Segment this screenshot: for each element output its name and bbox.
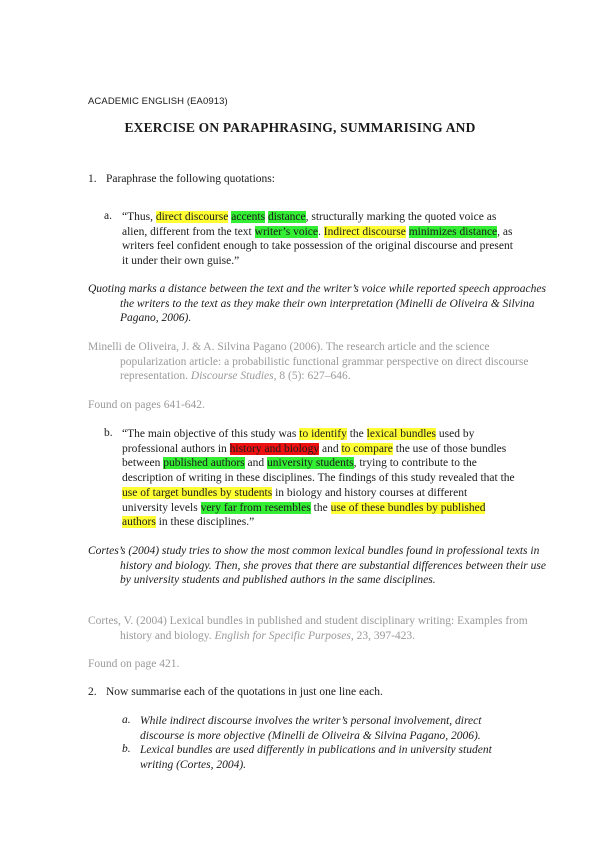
reference-b-authors: Cortes, V. (2004) Lexical bundles in published and student disciplinary writing: Examples from history and biology. bbox=[88, 615, 528, 642]
question-1-number: 1. bbox=[88, 173, 97, 185]
highlight-use-of-target-bundles: use of target bundles by students bbox=[122, 486, 273, 499]
reference-a bbox=[88, 340, 554, 384]
quote-b-text: in biology and history courses at different university levels bbox=[122, 486, 468, 514]
page-title: EXERCISE ON PARAPHRASING, SUMMARISING AND bbox=[124, 120, 476, 135]
quote-b-text: the bbox=[346, 428, 367, 440]
quote-b-text: and bbox=[244, 457, 268, 470]
quote-b-text: the use of those bundles between bbox=[122, 442, 507, 470]
quote-b-text: in these disciplines.” bbox=[155, 516, 255, 529]
highlight-lexical-bundles: lexical bundles bbox=[366, 428, 436, 440]
summary-b: Lexical bundles are used differently in publications and in university student writing (Cortes, 2004). bbox=[140, 744, 492, 771]
reference-a-journal: Discourse Studies bbox=[190, 370, 274, 383]
found-pages-b: Found on page 421. bbox=[88, 658, 180, 670]
question-2-instruction: Now summarise each of the quotations in just one line each. bbox=[106, 686, 383, 698]
quote-a-text: , structurally marking the quoted voice as alien, different from the text bbox=[122, 211, 497, 238]
highlight-writers-voice: writer’s voice bbox=[254, 225, 318, 238]
highlight-minimizes-distance: minimizes distance bbox=[408, 225, 498, 238]
summary-a: While indirect discourse involves the writer’s personal involvement, direct discourse is more objective (Minelli de Oliveira & Silvina Pagano, 2006). bbox=[140, 715, 482, 742]
quote-b bbox=[122, 427, 516, 530]
quote-b-text: and bbox=[319, 442, 342, 455]
quote-a-text: , as writers feel confident enough to take possession of the original discourse and present it under their own guise.” bbox=[122, 225, 513, 268]
reference-a-authors: Minelli de Oliveira, J. & A. Silvina Pagano (2006). The research article and the science popularization article: a probabilistic functional grammar perspective on direct discourse representation. bbox=[88, 341, 529, 383]
highlight-very-far-from-resembles: very far from resembles bbox=[200, 501, 311, 514]
quote-a-text: . bbox=[317, 225, 324, 238]
highlight-university-students: university students bbox=[267, 457, 354, 470]
reference-b bbox=[88, 614, 556, 643]
highlight-accents: accents bbox=[231, 211, 266, 223]
question-1-instruction: Paraphrase the following quotations: bbox=[106, 173, 275, 185]
course-code: ACADEMIC ENGLISH (EA0913) bbox=[88, 96, 228, 107]
highlight-use-of-these-bundles: use of these bundles by published authors bbox=[122, 501, 486, 529]
question-2-number: 2. bbox=[88, 686, 97, 698]
highlight-published-authors: published authors bbox=[163, 457, 245, 470]
reference-a-volume: , 8 (5): 627–646. bbox=[273, 370, 351, 383]
quote-a bbox=[122, 210, 522, 269]
paraphrase-a: Quoting marks a distance between the text and the writer’s voice while reported speech approaches the writers to the text as they make their own interpretation (Minelli de Oliveira & Silvina Pagano, 2006). bbox=[88, 283, 546, 325]
found-pages-a: Found on pages 641-642. bbox=[88, 399, 205, 411]
highlight-history-and-biology: history and biology bbox=[229, 442, 320, 455]
reference-b-volume: , 23, 397-423. bbox=[350, 629, 416, 642]
highlight-to-identify: to identify bbox=[299, 428, 347, 440]
quote-b-text: the bbox=[310, 501, 331, 514]
highlight-indirect-discourse: Indirect discourse bbox=[323, 225, 406, 238]
paraphrase-b: Cortes’s (2004) study tries to show the most common lexical bundles found in professional texts in history and biology. Then, she proves that there are substantial differences between their use by university students and published authors in the same disciplines. bbox=[88, 545, 546, 587]
quote-b-text: “The main objective of this study was bbox=[122, 428, 300, 440]
quote-b-marker: b. bbox=[104, 427, 113, 439]
quote-a-marker: a. bbox=[104, 210, 112, 222]
quote-b-text: used by professional authors in bbox=[122, 428, 475, 455]
summary-a-marker: a. bbox=[122, 714, 131, 726]
reference-b-journal: English for Specific Purposes bbox=[214, 629, 351, 642]
quote-a-text: “Thus, bbox=[122, 211, 156, 223]
highlight-distance: distance bbox=[267, 211, 306, 223]
highlight-to-compare: to compare bbox=[341, 442, 393, 455]
summary-b-marker: b. bbox=[122, 743, 131, 755]
quote-b-text: , trying to contribute to the description of writing in these disciplines. The findings of this study revealed that the bbox=[122, 457, 515, 485]
highlight-direct-discourse: direct discourse bbox=[155, 211, 229, 223]
